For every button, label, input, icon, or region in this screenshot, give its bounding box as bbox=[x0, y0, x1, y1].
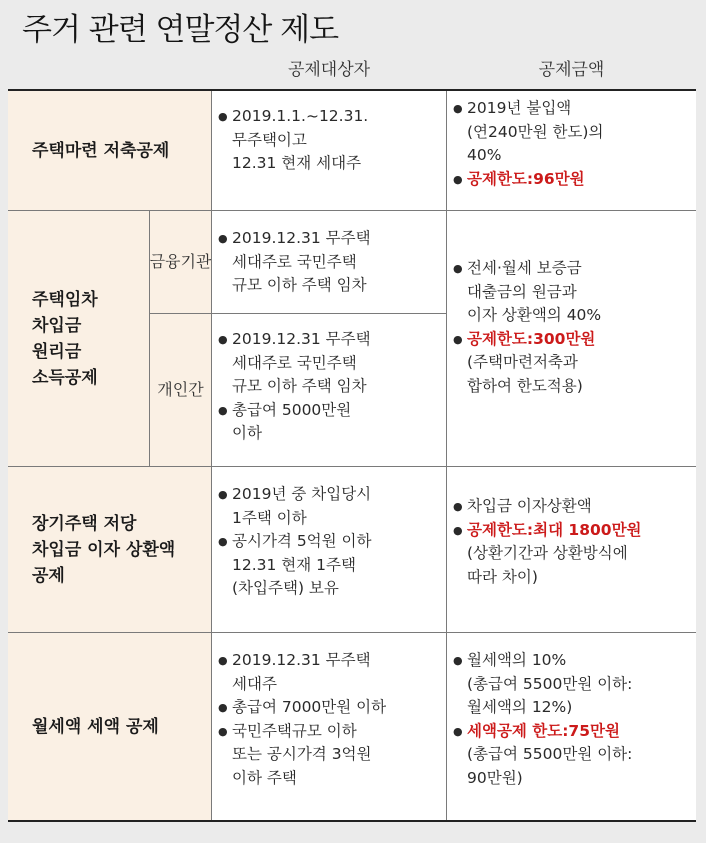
list-line: 또는 공시가격 3억원 bbox=[232, 745, 372, 763]
sub-individual bbox=[149, 314, 212, 466]
header-target: 공제대상자 bbox=[287, 60, 371, 80]
list-item-text: 공제한도:최대 1800만원 bbox=[467, 520, 642, 539]
category-lease-loan bbox=[8, 211, 149, 466]
label-line: 주택마련 저축공제 bbox=[32, 140, 170, 161]
list-line: 무주택이고 bbox=[232, 130, 307, 149]
list-line: 세대주로 국민주택 bbox=[232, 252, 357, 271]
page-title: 주거 관련 연말정산 제도 bbox=[22, 12, 339, 48]
list-line: (주택마련저축과 bbox=[467, 353, 578, 371]
list-item-text: 공제한도:96만원 bbox=[467, 169, 585, 188]
category-housing-savings bbox=[8, 91, 212, 210]
list-item bbox=[447, 97, 696, 121]
category-monthly-rent bbox=[8, 633, 212, 820]
target-cell-mortgage-interest bbox=[212, 467, 446, 632]
label-line: 기관 bbox=[180, 252, 212, 271]
list-line: 12.31 현재 세대주 bbox=[232, 154, 362, 172]
column-divider bbox=[149, 211, 150, 466]
label-line: 주택임차 bbox=[32, 289, 98, 310]
list-item bbox=[212, 227, 446, 251]
list-item bbox=[212, 399, 446, 423]
list-item bbox=[212, 696, 446, 720]
limit-item bbox=[447, 168, 696, 192]
list-line: 세대주로 국민주택 bbox=[232, 353, 357, 372]
list-line: 규모 이하 주택 임차 bbox=[232, 276, 367, 294]
bullet-icon: ● bbox=[453, 523, 463, 537]
list-item bbox=[212, 720, 446, 744]
bullet-icon: ● bbox=[453, 332, 463, 346]
bullet-icon: ● bbox=[218, 232, 228, 245]
list-item bbox=[447, 649, 696, 673]
list-line: 이하 bbox=[232, 424, 262, 442]
label-line: 개인 bbox=[157, 380, 189, 399]
label-line: 장기주택 저당 bbox=[32, 513, 137, 534]
amount-cell-mortgage-interest bbox=[447, 467, 696, 632]
row-divider bbox=[8, 632, 696, 633]
bullet-icon: ● bbox=[218, 110, 228, 123]
list-item-text: 총급여 5000만원 bbox=[232, 400, 352, 419]
list-line: 12.31 현재 1주택 bbox=[232, 555, 356, 574]
list-item-text: 2019.1.1.~12.31. bbox=[232, 107, 369, 125]
list-line: 90만원) bbox=[467, 768, 523, 787]
list-item-text: 국민주택규모 이하 bbox=[232, 721, 357, 740]
row-divider bbox=[8, 210, 696, 211]
bullet-icon: ● bbox=[453, 500, 463, 513]
sub-financial-institution bbox=[149, 211, 212, 313]
list-line: 합하여 한도적용) bbox=[467, 376, 583, 395]
list-item-text: 2019.12.31 무주택 bbox=[232, 330, 371, 348]
target-cell-lease-financial bbox=[212, 211, 446, 313]
list-item bbox=[212, 649, 446, 673]
bullet-icon: ● bbox=[218, 724, 228, 738]
column-divider bbox=[211, 91, 212, 820]
list-item-text: 공제한도:300만원 bbox=[467, 329, 596, 348]
list-item bbox=[212, 530, 446, 554]
target-cell-lease-individual bbox=[212, 314, 446, 466]
list-line: 대출금의 원금과 bbox=[467, 282, 577, 301]
list-item-text: 세액공제 한도:75만원 bbox=[467, 721, 620, 740]
row-divider bbox=[149, 313, 447, 314]
target-cell-housing-savings bbox=[212, 91, 446, 210]
list-item-text: 전세·월세 보증금 bbox=[467, 259, 582, 277]
list-item-text: 2019.12.31 무주택 bbox=[232, 229, 371, 247]
list-item-text: 월세액의 10% bbox=[467, 651, 567, 669]
list-item-text: 차입금 이자상환액 bbox=[467, 497, 592, 515]
label-line: 소득공제 bbox=[32, 367, 98, 388]
limit-item bbox=[447, 519, 696, 543]
list-line: 이자 상환액의 40% bbox=[467, 306, 602, 324]
bullet-icon: ● bbox=[218, 701, 228, 714]
label-line: 간 bbox=[188, 380, 204, 399]
list-line: (연240만원 한도)의 bbox=[467, 122, 604, 141]
bullet-icon: ● bbox=[453, 102, 463, 115]
list-line: 따라 차이) bbox=[467, 567, 538, 586]
list-line: (상환기간과 상환방식에 bbox=[467, 544, 628, 562]
list-item-text: 총급여 7000만원 이하 bbox=[232, 698, 387, 716]
bullet-icon: ● bbox=[218, 488, 228, 501]
list-item-text: 2019년 중 차입당시 bbox=[232, 485, 372, 503]
list-item-text: 2019.12.31 무주택 bbox=[232, 651, 371, 669]
list-line: 규모 이하 주택 임차 bbox=[232, 377, 367, 395]
list-line: (총급여 5500만원 이하: bbox=[467, 745, 633, 763]
bullet-icon: ● bbox=[453, 724, 463, 738]
bullet-icon: ● bbox=[218, 403, 228, 417]
list-line: 40% bbox=[467, 146, 502, 164]
label-line: 차입금 bbox=[32, 315, 82, 336]
list-line: (차입주택) 보유 bbox=[232, 579, 339, 597]
bullet-icon: ● bbox=[218, 654, 228, 667]
bullet-icon: ● bbox=[218, 535, 228, 548]
list-item bbox=[447, 495, 696, 519]
bullet-icon: ● bbox=[218, 333, 228, 346]
category-mortgage-interest bbox=[8, 467, 212, 632]
list-line: 월세액의 12%) bbox=[467, 698, 573, 716]
amount-cell-housing-savings bbox=[447, 91, 696, 210]
list-item-text: 2019년 불입액 bbox=[467, 99, 572, 117]
label-line: 차입금 이자 상환액 bbox=[32, 539, 176, 560]
list-item bbox=[212, 483, 446, 507]
limit-item bbox=[447, 328, 696, 352]
bullet-icon: ● bbox=[453, 654, 463, 667]
list-line: 세대주 bbox=[232, 674, 277, 693]
list-item bbox=[212, 105, 446, 129]
amount-cell-monthly-rent bbox=[447, 633, 696, 820]
label-line: 공제 bbox=[32, 565, 65, 586]
row-divider bbox=[8, 466, 696, 467]
header-amount: 공제금액 bbox=[538, 60, 605, 80]
list-line: (총급여 5500만원 이하: bbox=[467, 674, 633, 693]
bullet-icon: ● bbox=[453, 262, 463, 275]
list-item bbox=[212, 328, 446, 352]
list-item bbox=[447, 257, 696, 281]
list-line: 이하 주택 bbox=[232, 768, 297, 787]
label-line: 월세액 세액 공제 bbox=[32, 716, 159, 737]
table-bottom-rule bbox=[8, 820, 696, 822]
label-line: 금융 bbox=[149, 252, 181, 271]
list-item-text: 공시가격 5억원 이하 bbox=[232, 532, 372, 550]
column-divider bbox=[446, 91, 447, 820]
list-line: 1주택 이하 bbox=[232, 508, 307, 527]
bullet-icon: ● bbox=[453, 172, 463, 186]
target-cell-monthly-rent bbox=[212, 633, 446, 820]
limit-item bbox=[447, 720, 696, 744]
label-line: 원리금 bbox=[32, 341, 82, 362]
amount-cell-lease-loan bbox=[447, 211, 696, 466]
